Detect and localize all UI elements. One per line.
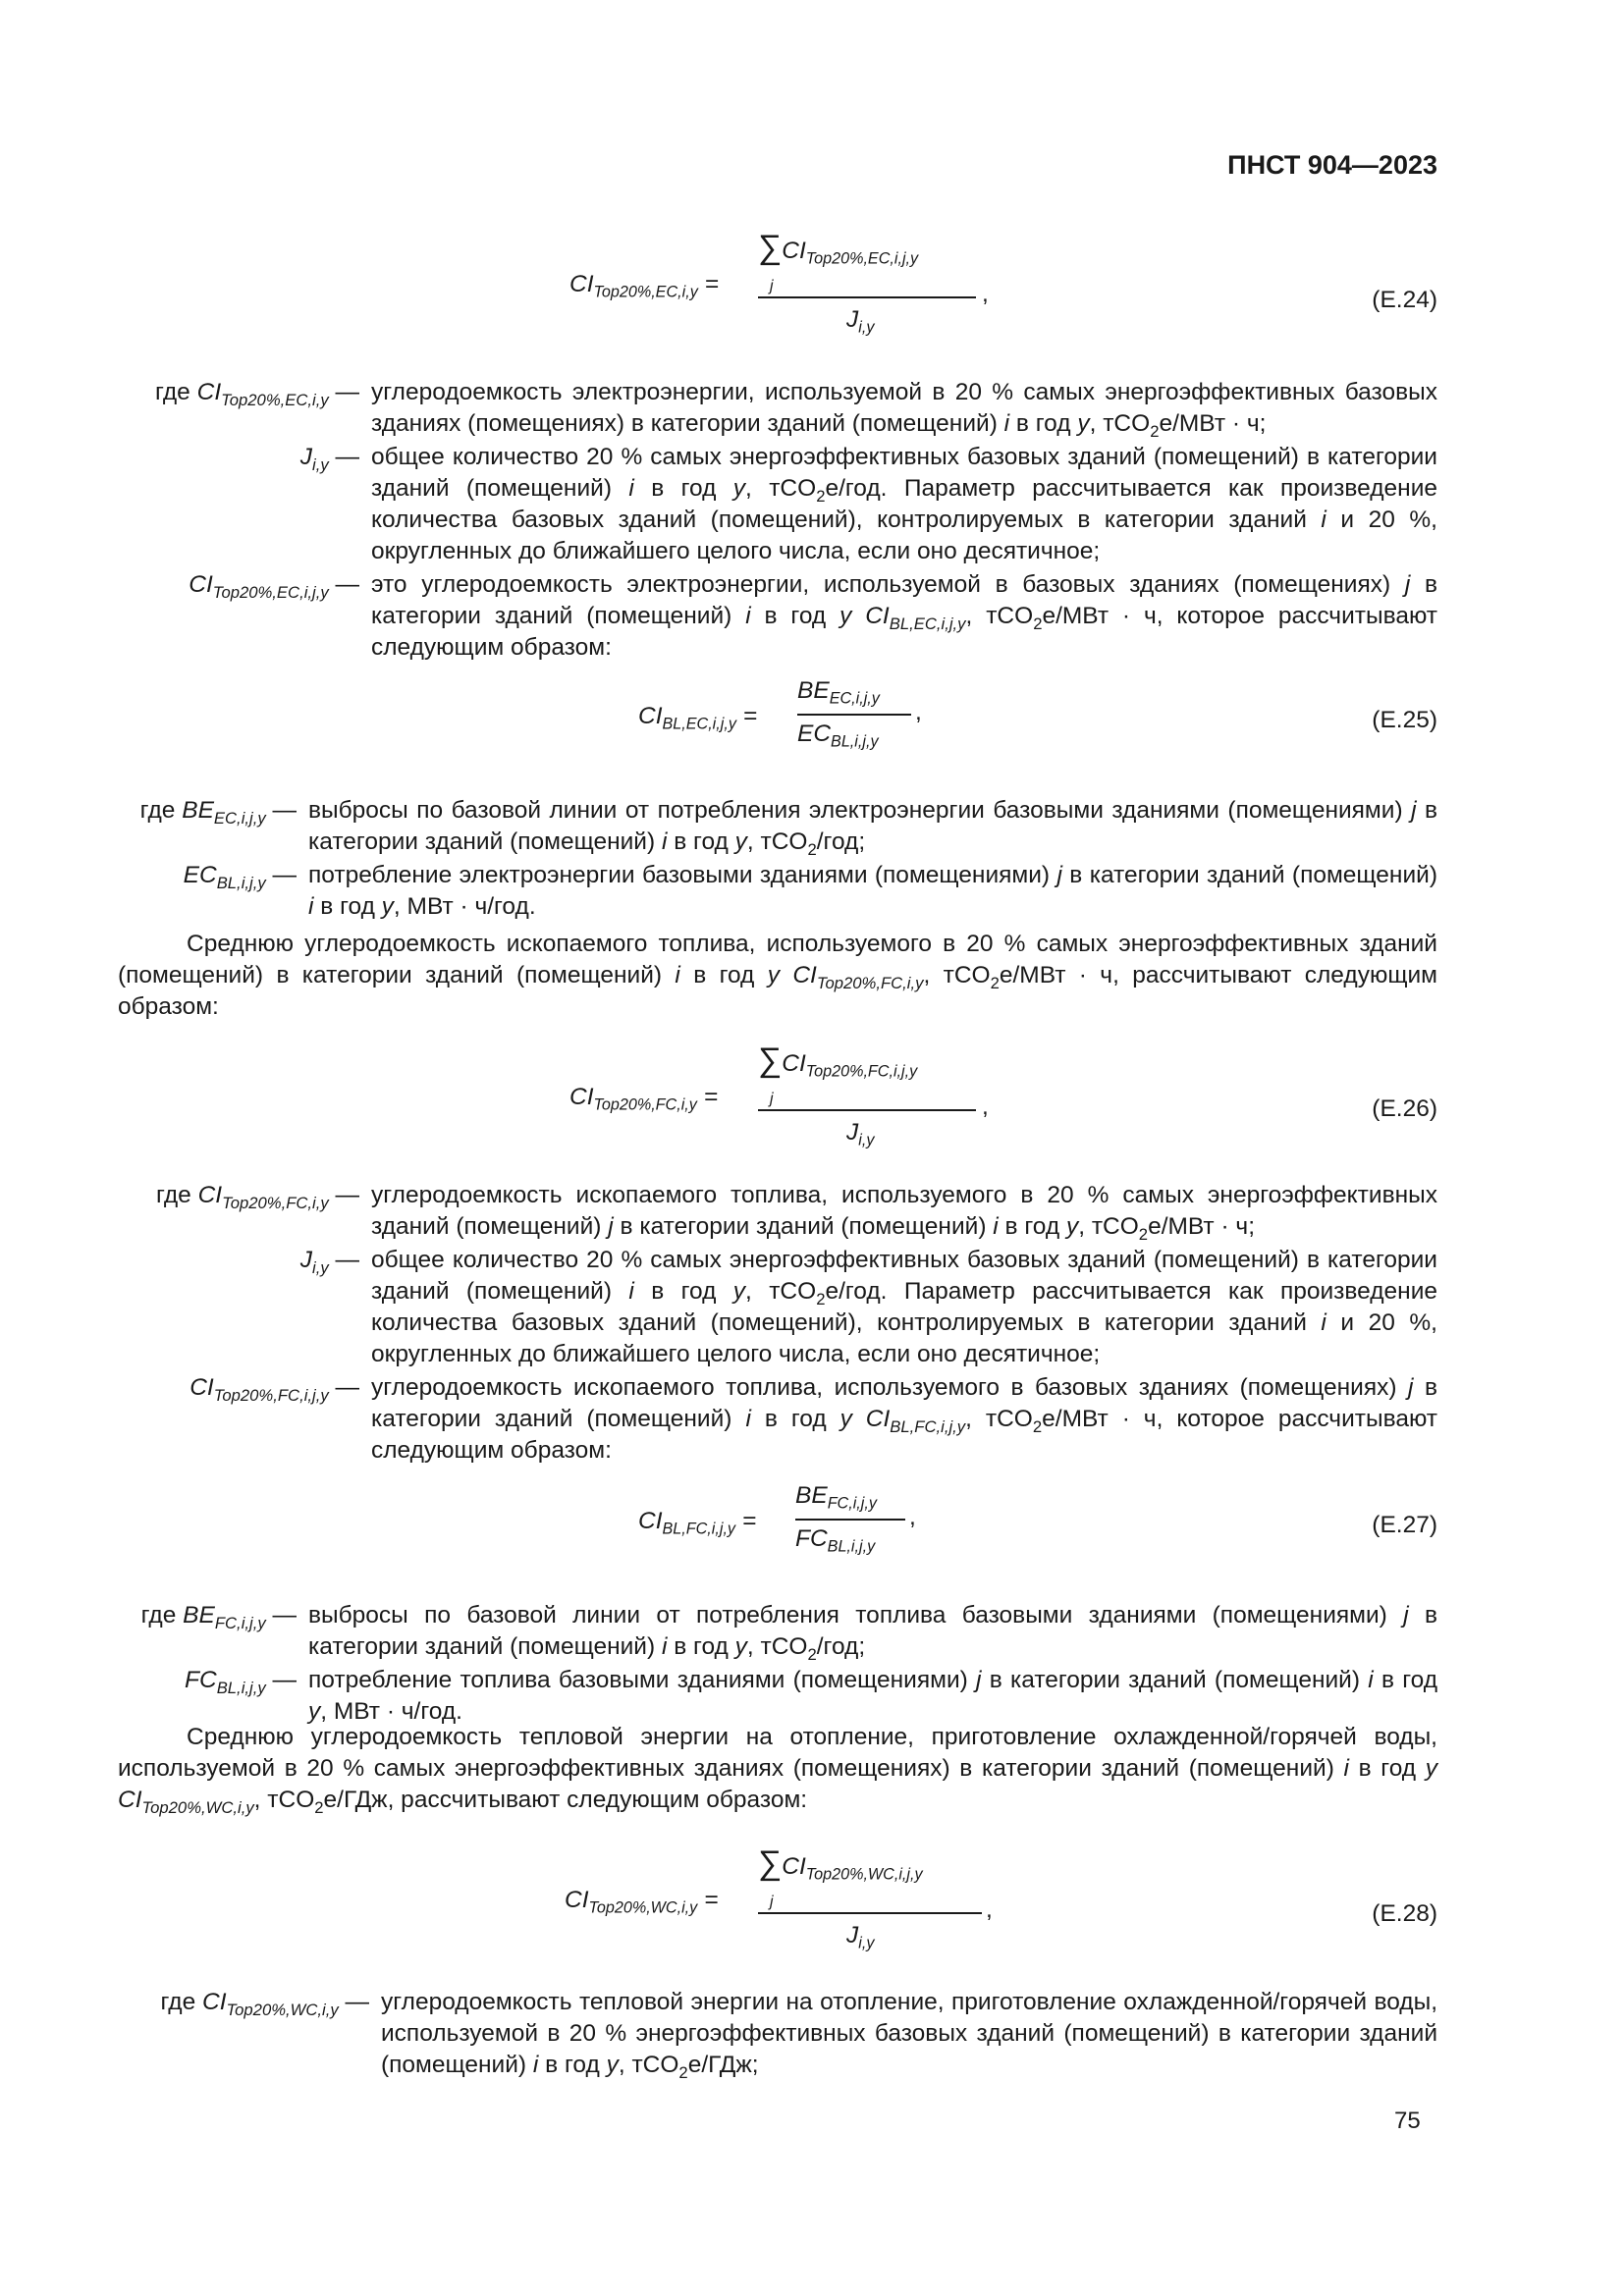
definition-term: где $CI_{Top20\%,FC,i,y}$ — [155, 1182, 359, 1212]
equation-lhs: $CI_{BL,FC,i,j,y}$ = [638, 1508, 757, 1538]
definitions-block-1 [118, 377, 1437, 664]
equation-number: (E.28) [1372, 1900, 1437, 1927]
equation-comma: , [982, 281, 989, 307]
definition-j-iy [118, 442, 1437, 567]
definition-ci-top-fc [118, 1180, 1437, 1243]
equation-lhs: $CI_{Top20\%,EC,i,y}$ = [569, 271, 719, 301]
equation-e25: $CI_{BL,EC,i,j,y}$ = $BE_{EC,i,j,y}$ $EC_{BL,i,j,y}$ , (E.25) [638, 677, 1437, 751]
sum-symbol: ∑ [758, 1844, 783, 1882]
definitions-block-3 [118, 1180, 1437, 1467]
paragraph-thermal-energy: Среднюю углеродоемкость тепловой энергии на отопление, приготовление охлажденной/горячей воды, используемой в 20 % самых энергоэффективных зданиях (помещениях) в категории зданий (помещений) i в год y $CI_{Top20\%,WC,i,y}$, тCO$_2$e/ГДж, рассчитывают следующим образом: [118, 1724, 1437, 1817]
definition-text: потребление электроэнергии базовыми зданиями (помещениями) j в категории зданий (помещений) i в год y, МВт · ч/год. [308, 862, 1437, 920]
definition-term: $CI_{Top20\%,FC,i,j,y}$ — [189, 1374, 359, 1405]
equation-number: (E.26) [1372, 1095, 1437, 1122]
definition-ec-bl [118, 860, 1437, 923]
equation-number: (E.24) [1372, 287, 1437, 313]
definition-fc-bl [118, 1665, 1437, 1728]
definition-text: это углеродоемкость электроэнергии, используемой в базовых зданиях (помещениях) j в категории зданий (помещений) i в год y $CI_{BL,EC,i,j,y}$, тCO$_2$e/МВт · ч, которое рассчитывают следующим образом: [371, 571, 1438, 661]
equation-number: (E.27) [1372, 1512, 1437, 1538]
fraction-bar [758, 1109, 976, 1111]
equation-comma: , [982, 1094, 989, 1120]
sum-symbol: ∑ [758, 229, 783, 266]
definition-text: углеродоемкость электроэнергии, используемой в 20 % самых энергоэффективных базовых зданиях (помещениях) в категории зданий (помещений) i в год y, тCO$_2$e/МВт · ч; [371, 379, 1437, 441]
equation-comma: , [986, 1896, 993, 1923]
definitions-block-2 [118, 795, 1437, 923]
sum-index: j [770, 1091, 774, 1107]
fraction-bar [795, 1519, 905, 1521]
sum-index: j [770, 1894, 774, 1910]
equation-lhs: $CI_{BL,EC,i,j,y}$ = [638, 703, 758, 733]
definition-text: общее количество 20 % самых энергоэффективных базовых зданий (помещений) в категории зданий (помещений) i в год y, тCO$_2$e/год. Параметр рассчитывается как произведение количества базовых зданий (помещений), контролируемых в категории зданий i и 20 %, округленных до ближайшего целого числа, если оно десятичное; [371, 444, 1438, 564]
fraction-bar [758, 296, 976, 298]
definition-term: где $BE_{FC,i,j,y}$ — [140, 1602, 297, 1632]
definition-text: углеродоемкость ископаемого топлива, используемого в базовых зданиях (помещениях) j в категории зданий (помещений) i в год y $CI_{BL,FC,i,j,y}$, тCO$_2$e/МВт · ч, которое рассчитывают следующим образом: [371, 1374, 1438, 1464]
equation-e27: $CI_{BL,FC,i,j,y}$ = $BE_{FC,i,j,y}$ $FC_{BL,i,j,y}$ , (E.27) [638, 1482, 1437, 1556]
definition-ci-top-wc [118, 1987, 1437, 2081]
definition-term: где $BE_{EC,i,j,y}$ — [139, 797, 297, 828]
definition-term: $FC_{BL,i,j,y}$ — [185, 1667, 297, 1697]
equation-comma: , [915, 699, 922, 725]
fraction-bar [758, 1912, 982, 1914]
equation-number: (E.25) [1372, 707, 1437, 733]
equation-e24: $CI_{Top20\%,EC,i,y}$ = $\sum CI_{Top20\%,EC,i,j,y}$ j $J_{i,y}$ , (E.24) [569, 229, 1437, 337]
equation-lhs: $CI_{Top20\%,FC,i,y}$ = [569, 1084, 718, 1114]
document-code: ПНСТ 904—2023 [1227, 150, 1437, 180]
definition-j-iy-2 [118, 1245, 1437, 1370]
definition-term: $J_{i,y}$ — [299, 444, 359, 474]
definition-text: выбросы по базовой линии от потребления электроэнергии базовыми зданиями (помещениями) j в категории зданий (помещений) i в год y, тCO$_2$/год; [308, 797, 1438, 859]
sum-symbol: ∑ [758, 1041, 783, 1079]
definition-term: где $CI_{Top20\%,EC,i,y}$ — [155, 379, 359, 409]
definition-be-fc [118, 1600, 1437, 1663]
definition-term: где $CI_{Top20\%,WC,i,y}$ — [160, 1989, 369, 2019]
equation-comma: , [909, 1504, 916, 1530]
definition-text: потребление топлива базовыми зданиями (помещениями) j в категории зданий (помещений) i в год y, МВт · ч/год. [308, 1667, 1437, 1725]
definition-term: $CI_{Top20\%,EC,i,j,y}$ — [189, 571, 359, 602]
definition-ci-top-ec [118, 377, 1437, 440]
paragraph-fossil-fuel: Среднюю углеродоемкость ископаемого топлива, используемого в 20 % самых энергоэффективных зданий (помещений) в категории зданий (помещений) i в год y $CI_{Top20\%,FC,i,y}$, тCO$_2$e/МВт · ч, рассчитывают следующим образом: [118, 931, 1438, 1020]
definitions-block-5 [118, 1987, 1437, 2081]
equation-lhs: $CI_{Top20\%,WC,i,y}$ = [565, 1887, 719, 1917]
page-number: 75 [1394, 2108, 1421, 2134]
fraction-bar [797, 714, 911, 716]
definition-be-ec [118, 795, 1437, 858]
definition-text: выбросы по базовой линии от потребления топлива базовыми зданиями (помещениями) j в категории зданий (помещений) i в год y, тCO$_2$/год; [308, 1602, 1437, 1664]
equation-e28: $CI_{Top20\%,WC,i,y}$ = $\sum CI_{Top20\%,WC,i,j,y}$ j $J_{i,y}$ , (E.28) [565, 1844, 1437, 1952]
definition-text: углеродоемкость ископаемого топлива, используемого в 20 % самых энергоэффективных зданий (помещений) j в категории зданий (помещений) i в год y, тCO$_2$e/МВт · ч; [371, 1182, 1437, 1244]
definition-text: общее количество 20 % самых энергоэффективных базовых зданий (помещений) в категории зданий (помещений) i в год y, тCO$_2$e/год. Параметр рассчитывается как произведение количества базовых зданий (помещений), контролируемых в категории зданий i и 20 %, округленных до ближайшего целого числа, если оно десятичное; [371, 1247, 1438, 1367]
definition-ci-top-ec-j [118, 569, 1437, 664]
definition-text: углеродоемкость тепловой энергии на отопление, приготовление охлажденной/горячей воды, используемой в 20 % энергоэффективных базовых зданий (помещений) в категории зданий (помещений) i в год y, тCO$_2$e/ГДж; [381, 1989, 1437, 2082]
definition-term: $J_{i,y}$ — [299, 1247, 359, 1277]
definition-ci-top-fc-j [118, 1372, 1437, 1467]
definitions-block-4 [118, 1600, 1437, 1728]
sum-index: j [770, 278, 774, 294]
definition-term: $EC_{BL,i,j,y}$ — [183, 862, 297, 892]
equation-e26: $CI_{Top20\%,FC,i,y}$ = $\sum CI_{Top20\%,FC,i,j,y}$ j $J_{i,y}$ , (E.26) [569, 1041, 1437, 1149]
